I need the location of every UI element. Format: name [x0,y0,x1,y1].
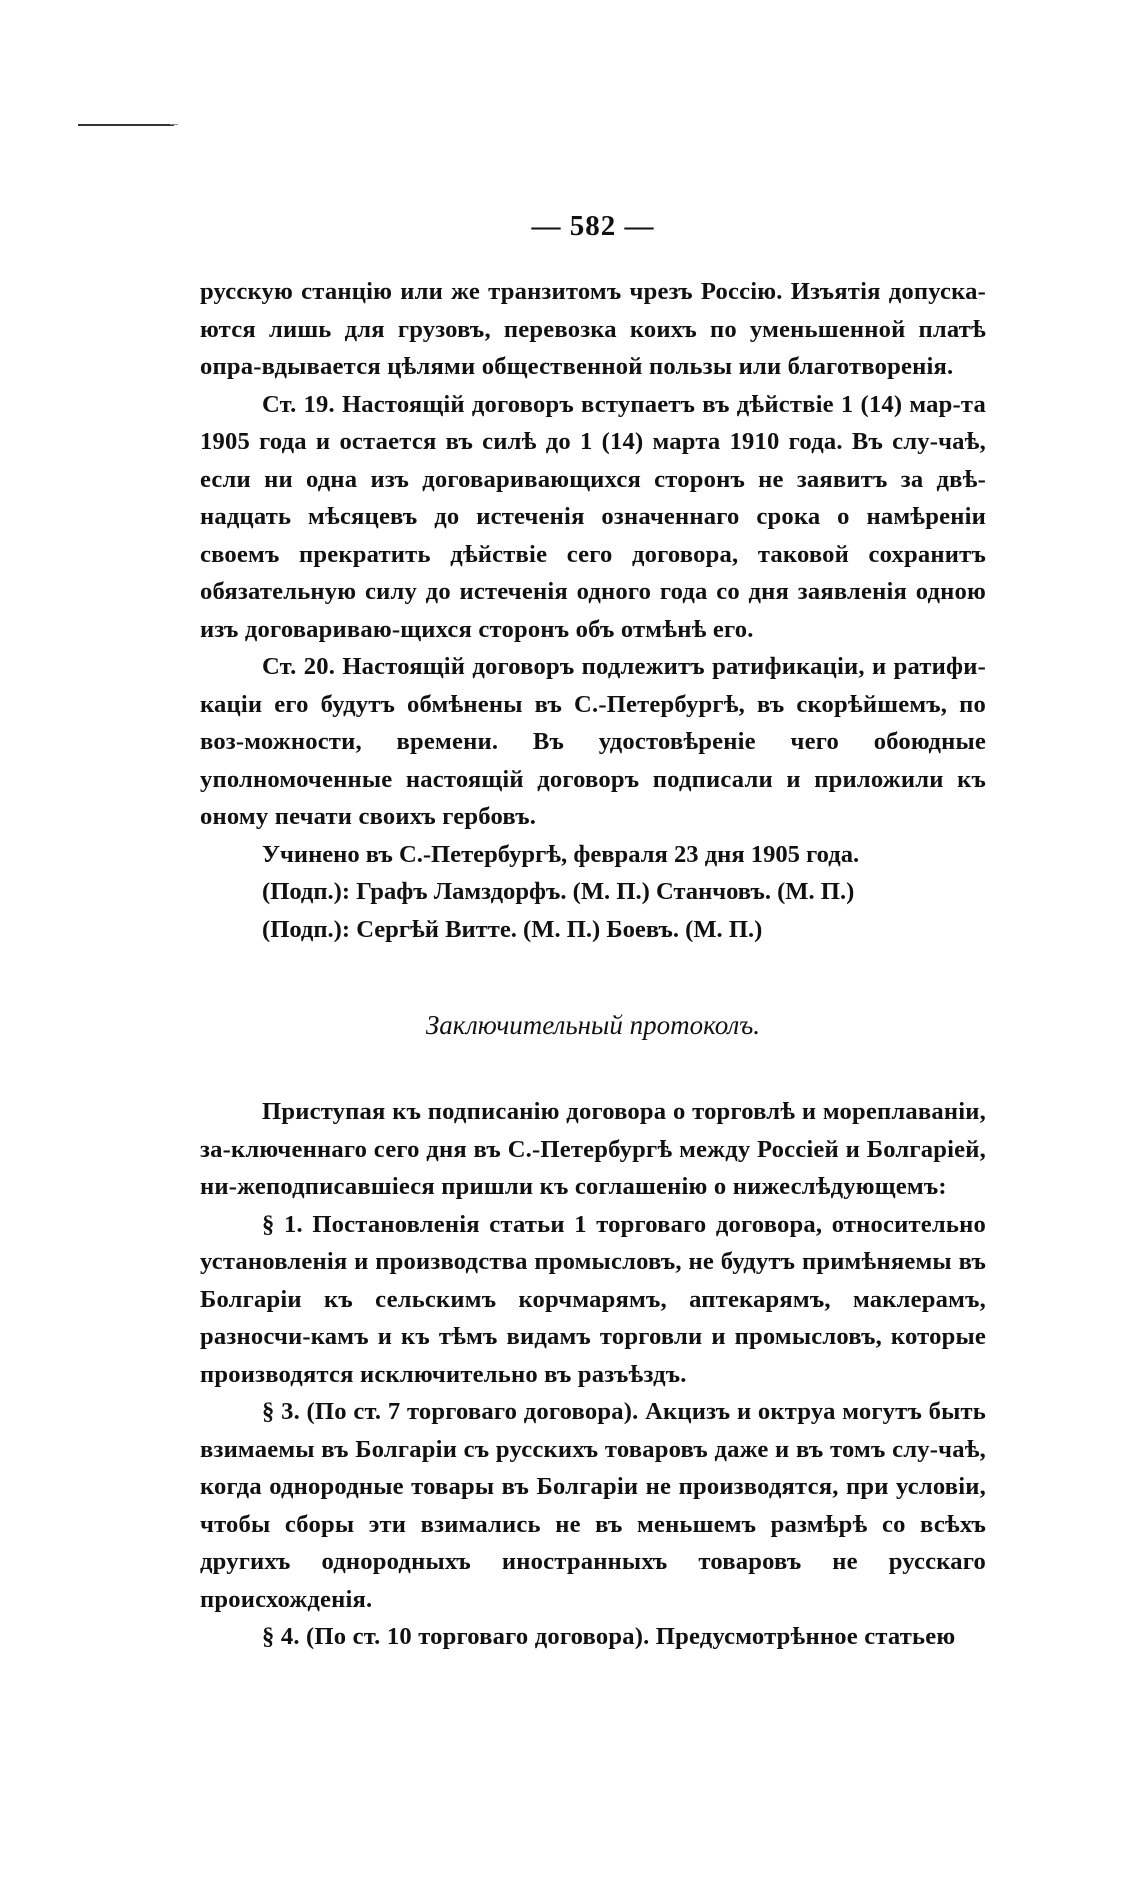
scan-edge-rule [78,124,174,126]
scan-edge-rule-tail [170,124,178,125]
paragraph-section-1: § 1. Постановленія статьи 1 торговаго договора, относительно установленія и производства промысловъ, не будутъ примѣняемы въ Болгаріи къ сельскимъ корчмарямъ, аптекарямъ, маклерамъ, разносчи-камъ и къ тѣмъ видамъ торговли и промысловъ, которые производятся исключительно въ разъѣздъ. [200,1210,986,1388]
signature-line-1: (Подп.): Графъ Ламздорфъ. (М. П.) Станчовъ. (М. П.) [262,878,855,905]
document-page [200,210,986,1656]
paragraph-continuation: русскую станцію или же транзитомъ чрезъ Россію. Изъятія допуска-ются лишь для грузовъ, перевозка коихъ по уменьшенной платѣ опра-вдывается цѣлями общественной пользы или благотворенія. [200,278,986,380]
signature-line-2: (Подп.): Сергѣй Витте. (М. П.) Боевъ. (М. П.) [262,915,763,943]
paragraph-section-3: § 3. (По ст. 7 торговаго договора). Акцизъ и октруа могутъ быть взимаемы въ Болгаріи съ русскихъ товаровъ даже и въ томъ слу-чаѣ, когда однородные товары въ Болгаріи не производятся, при условіи, чтобы сборы эти взимались не въ меньшемъ размѣрѣ со всѣхъ другихъ однородныхъ иностранныхъ товаровъ не русскаго происхожденія. [200,1398,986,1613]
paragraph-article-20: Ст. 20. Настоящій договоръ подлежитъ ратификаціи, и ратифи-каціи его будутъ обмѣнены въ С.-Петербургѣ, въ скорѣйшемъ, по воз-можности, времени. Въ удостовѣреніе чего обоюдные уполномоченные настоящій договоръ подписали и приложили къ оному печати своихъ гербовъ. [200,653,986,830]
signature-dated-line: Учинено въ С.-Петербургѣ, февраля 23 дня 1905 года. [262,840,860,868]
paragraph-section-4: § 4. (По ст. 10 торговаго договора). Предусмотрѣнное статьею [262,1623,956,1650]
paragraph-protocol-intro: Приступая къ подписанію договора о торговлѣ и мореплаваніи, за-ключеннаго сего дня въ С.-Петербургѣ между Россіей и Болгаріей, ни-жеподписавшіеся пришли къ соглашенію о нижеслѣдующемъ: [200,1098,986,1200]
section-title: Заключительный протоколъ. [425,1010,761,1040]
page-number: — 582 — [531,210,655,242]
paragraph-article-19: Ст. 19. Настоящій договоръ вступаетъ въ дѣйствіе 1 (14) мар-та 1905 года и остается въ силѣ до 1 (14) марта 1910 года. Въ слу-чаѣ, если ни одна изъ договаривающихся сторонъ не заявитъ за двѣ-надцать мѣсяцевъ до истеченія означеннаго срока о намѣреніи своемъ прекратить дѣйствіе сего договора, таковой сохранитъ обязательную силу до истеченія одного года со дня заявленія одною изъ договариваю-щихся сторонъ объ отмѣнѣ его. [200,390,986,643]
